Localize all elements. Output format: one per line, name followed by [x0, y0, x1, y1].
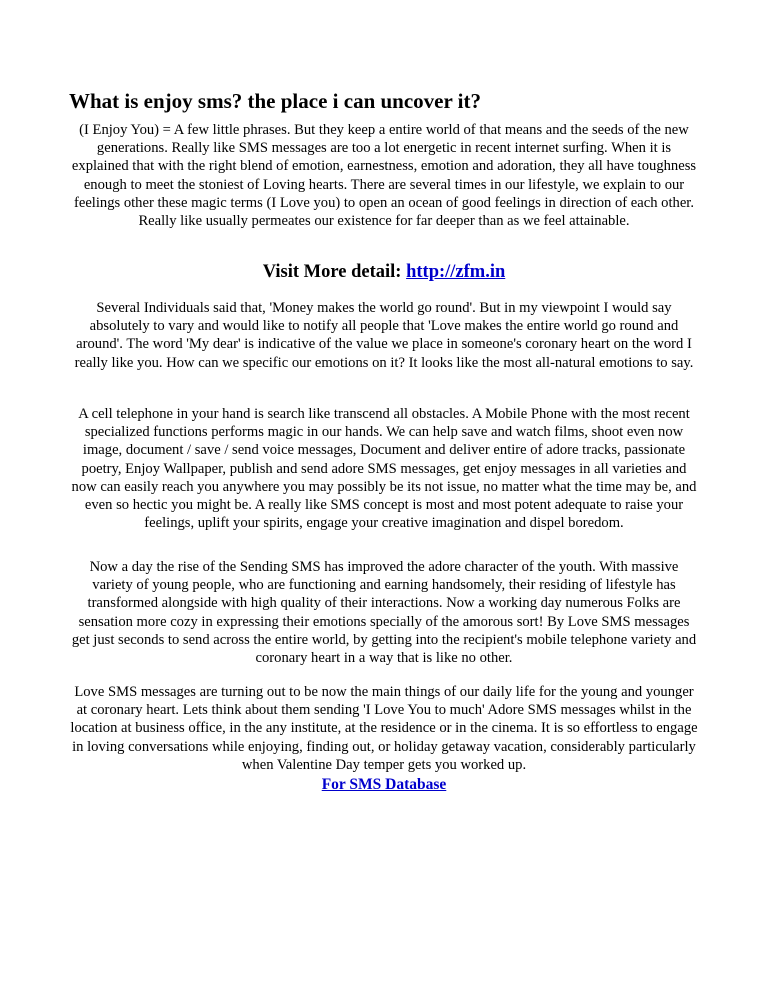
- paragraph-daily-life: Love SMS messages are turning out to be now the main things of our daily life for the young and younger at coronary heart. Lets think about them sending 'I Love You to much' Adore SMS messages whilst in the location at business office, in the any institute, at the residence or in the cinema. It is so effortless to engage in loving conversations while enjoying, finding out, or holiday getaway vacation, considerably particularly when Valentine Day temper gets you worked up.: [70, 684, 698, 773]
- sms-database-link[interactable]: For SMS Database: [321, 776, 447, 793]
- visit-more-line: [68, 260, 700, 284]
- paragraph-youth: Now a day the rise of the Sending SMS has improved the adore character of the youth. With massive variety of young people, who are functioning and earning handsomely, their residing of lifestyle has transformed alongside with high quality of their interactions. Now a working day numerous Folks are sensation more cozy in expressing their emotions specially of the amorous sort! By Love SMS messages get just seconds to send across the entire world, by getting into the recipient's mobile telephone variety and coronary heart in a way that is like no other.: [71, 559, 697, 667]
- visit-label: Visit More detail:: [262, 262, 402, 282]
- paragraph-intro: (I Enjoy You) = A few little phrases. But they keep a entire world of that means and the seeds of the new generations. Really like SMS messages are too a lot energetic in recent internet surfing. When it is explained that with the right blend of emotion, earnestness, emotion and adoration, they all have toughness enough to meet the stoniest of Loving hearts. There are several times in our lifestyle, we explain to our feelings other these magic terms (I Love you) to open an ocean of good feelings in direction of each other. Really like usually permeates our existence for far deeper than as we feel attainable.: [71, 122, 697, 230]
- zfm-link[interactable]: http://zfm.in: [406, 262, 506, 282]
- document-title: What is enjoy sms? the place i can uncover it?: [69, 89, 482, 113]
- sms-database-line: [68, 775, 700, 795]
- paragraph-money: Several Individuals said that, 'Money makes the world go round'. But in my viewpoint I would say absolutely to vary and would like to notify all people that 'Love makes the entire world go round and around'. The word 'My dear' is indicative of the value we place in someone's coronary heart on the word I really like you. How can we specific our emotions on it? It looks like the most all-natural emotions to say.: [74, 300, 694, 371]
- paragraph-mobile: A cell telephone in your hand is search like transcend all obstacles. A Mobile Phone with the most recent specialized functions performs magic in our hands. We can help save and watch films, shoot even now image, document / save / send voice messages, Document and deliver entire of adore tracks, passionate poetry, Enjoy Wallpaper, publish and send adore SMS messages, get enjoy messages in all varieties and now can easily reach you anywhere you may possibly be its not issue, no matter what the time may be, and even so hectic you might be. A really like SMS concept is most and most potent adequate to raise your feelings, uplift your spirits, engage your creative imagination and dispel boredom.: [71, 406, 697, 532]
